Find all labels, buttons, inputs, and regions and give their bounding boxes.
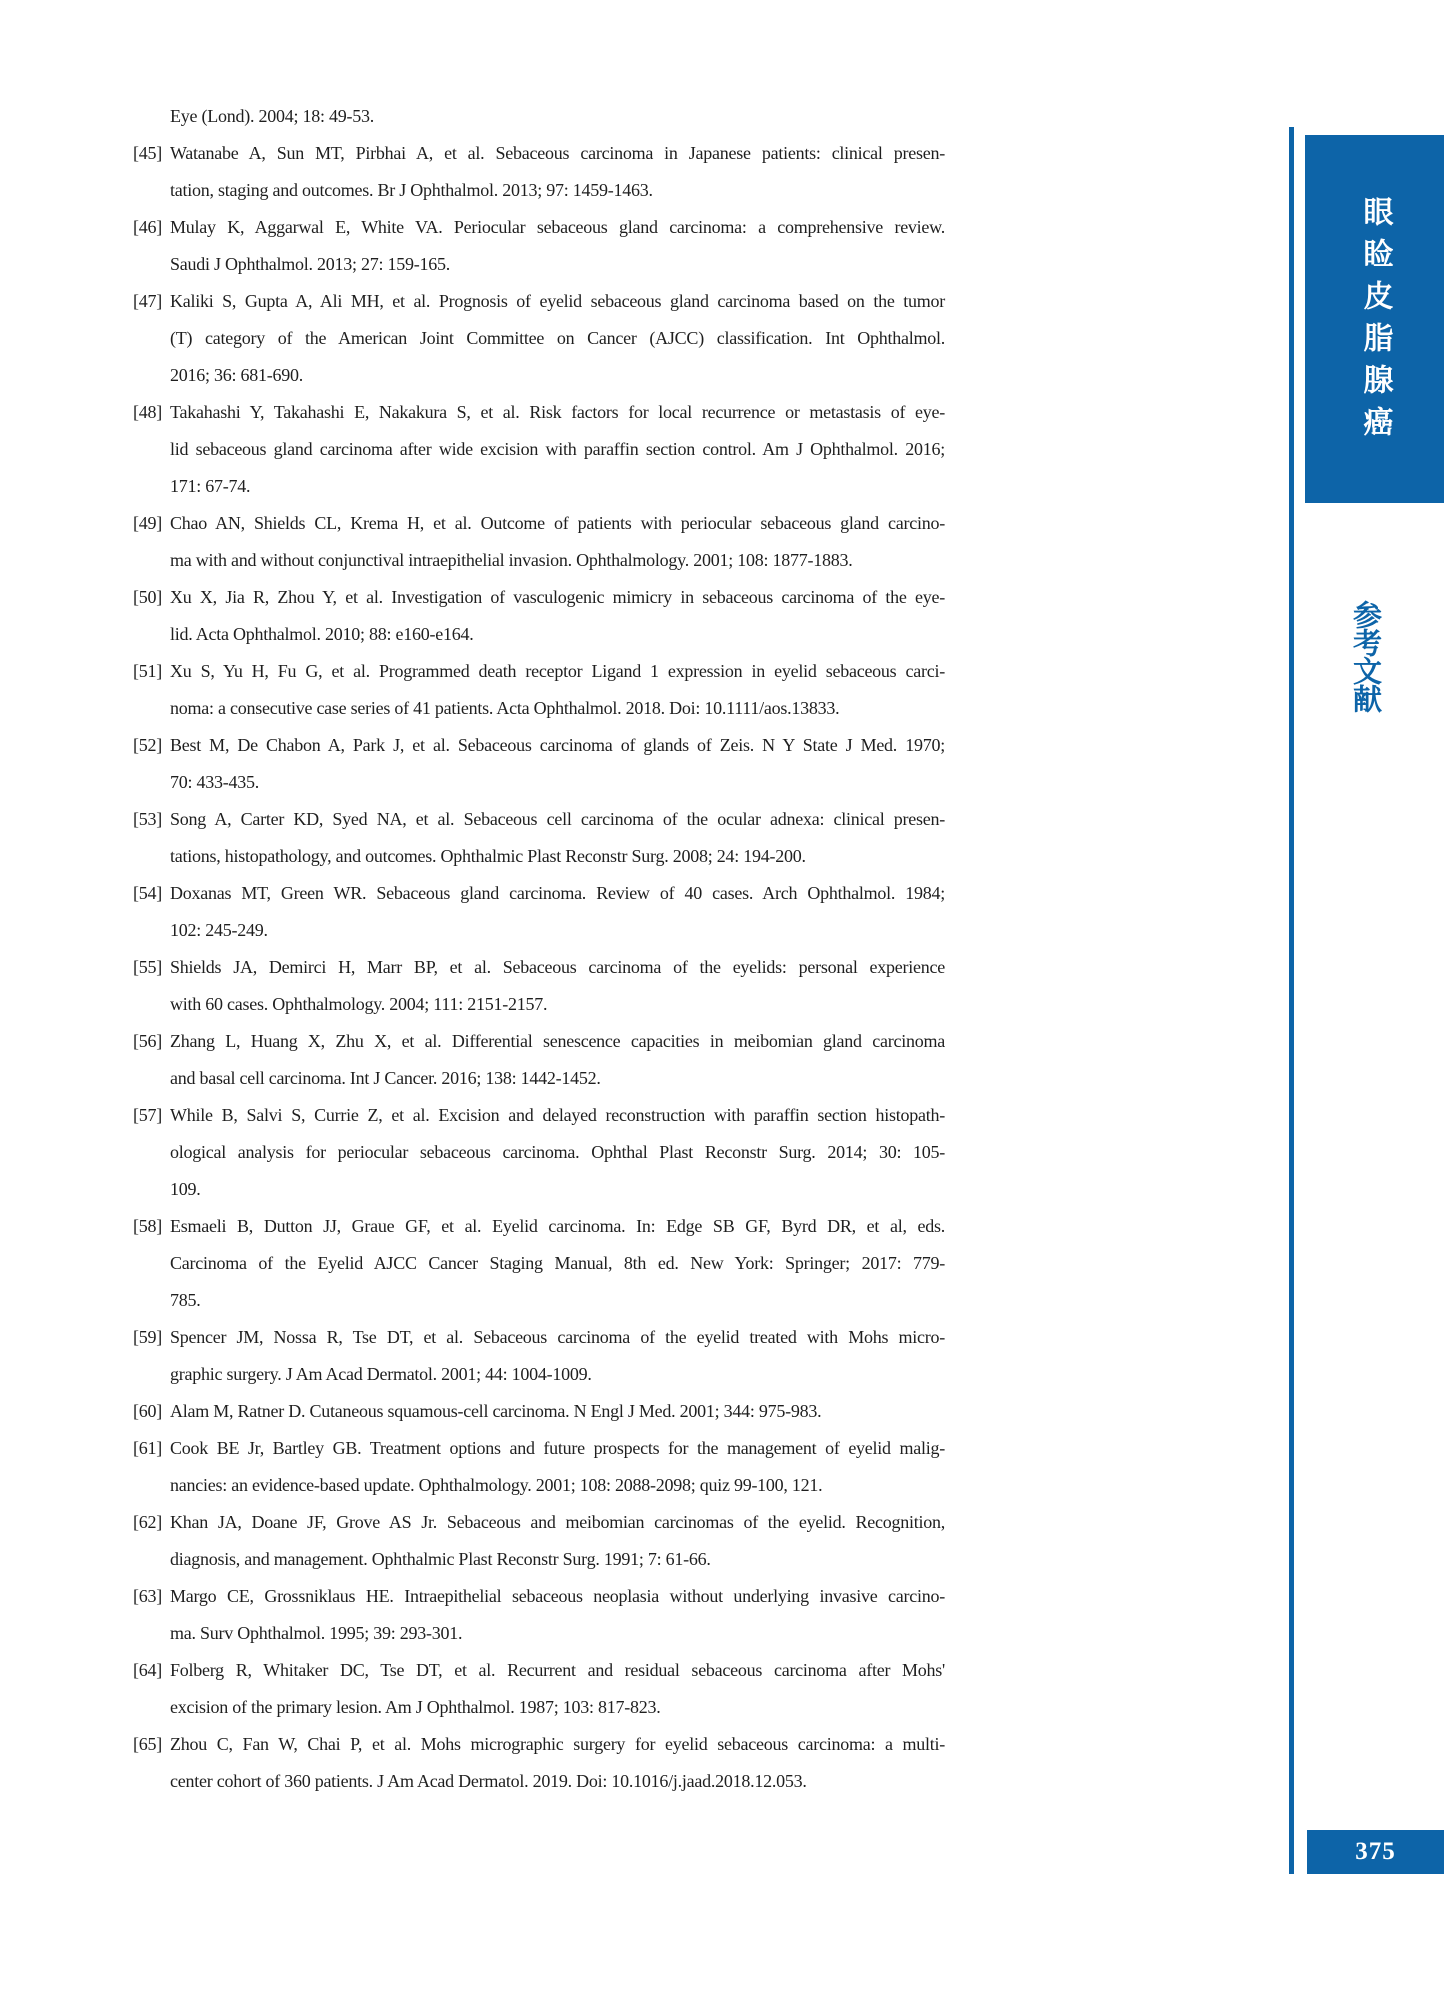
reference-number: [56]	[133, 1031, 162, 1051]
reference-line: Alam M, Ratner D. Cutaneous squamous-cell carcinoma. N Engl J Med. 2001; 344: 975-983.	[170, 1401, 822, 1421]
references-column	[133, 98, 945, 1800]
reference-list	[133, 135, 945, 1800]
reference-number: [51]	[133, 661, 162, 681]
reference-item	[133, 1726, 945, 1800]
reference-line: noma: a consecutive case series of 41 patients. Acta Ophthalmol. 2018. Doi: 10.1111/aos.13833.	[170, 698, 840, 718]
reference-item	[133, 283, 945, 394]
reference-line: Best M, De Chabon A, Park J, et al. Sebaceous carcinoma of glands of Zeis. N Y State J Med. 1970;	[170, 735, 945, 755]
reference-line: Shields JA, Demirci H, Marr BP, et al. Sebaceous carcinoma of the eyelids: personal experience	[170, 957, 945, 977]
reference-continuation-line: Eye (Lond). 2004; 18: 49-53.	[170, 106, 374, 126]
reference-item	[133, 653, 945, 727]
reference-item	[133, 1504, 945, 1578]
reference-item	[133, 801, 945, 875]
reference-item	[133, 135, 945, 209]
reference-number: [65]	[133, 1734, 162, 1754]
reference-line: ma with and without conjunctival intraepithelial invasion. Ophthalmology. 2001; 108: 1877-1883.	[170, 550, 853, 570]
reference-line: Mulay K, Aggarwal E, White VA. Periocular sebaceous gland carcinoma: a comprehensive review.	[170, 217, 945, 237]
reference-item	[133, 1097, 945, 1208]
reference-line: Zhou C, Fan W, Chai P, et al. Mohs micrographic surgery for eyelid sebaceous carcinoma: a multi-	[170, 1734, 945, 1754]
reference-item	[133, 1393, 945, 1430]
reference-line: nancies: an evidence-based update. Ophthalmology. 2001; 108: 2088-2098; quiz 99-100, 121.	[170, 1475, 823, 1495]
reference-line: tations, histopathology, and outcomes. Ophthalmic Plast Reconstr Surg. 2008; 24: 194-200.	[170, 846, 806, 866]
reference-number: [46]	[133, 217, 162, 237]
reference-number: [47]	[133, 291, 162, 311]
reference-number: [62]	[133, 1512, 162, 1532]
reference-line: Khan JA, Doane JF, Grove AS Jr. Sebaceous and meibomian carcinomas of the eyelid. Recognition,	[170, 1512, 945, 1532]
reference-line: 171: 67-74.	[170, 476, 251, 496]
reference-number: [45]	[133, 143, 162, 163]
reference-number: [50]	[133, 587, 162, 607]
reference-item	[133, 394, 945, 505]
reference-line: Carcinoma of the Eyelid AJCC Cancer Staging Manual, 8th ed. New York: Springer; 2017: 779-	[170, 1253, 945, 1273]
reference-line: Margo CE, Grossniklaus HE. Intraepithelial sebaceous neoplasia without underlying invasive carcino-	[170, 1586, 945, 1606]
reference-line: 109.	[170, 1179, 201, 1199]
reference-item	[133, 1578, 945, 1652]
reference-line: Cook BE Jr, Bartley GB. Treatment options and future prospects for the management of eyelid malig-	[170, 1438, 945, 1458]
reference-line: Watanabe A, Sun MT, Pirbhai A, et al. Sebaceous carcinoma in Japanese patients: clinical presen-	[170, 143, 945, 163]
reference-line: ological analysis for periocular sebaceous carcinoma. Ophthal Plast Reconstr Surg. 2014; 30: 105-	[170, 1142, 945, 1162]
reference-line: Xu S, Yu H, Fu G, et al. Programmed death receptor Ligand 1 expression in eyelid sebaceous carci-	[170, 661, 945, 681]
reference-line: (T) category of the American Joint Committee on Cancer (AJCC) classification. Int Ophthalmol.	[170, 328, 945, 348]
reference-line: Esmaeli B, Dutton JJ, Graue GF, et al. Eyelid carcinoma. In: Edge SB GF, Byrd DR, et al, eds.	[170, 1216, 945, 1236]
reference-line: Folberg R, Whitaker DC, Tse DT, et al. Recurrent and residual sebaceous carcinoma after Mohs'	[170, 1660, 945, 1680]
reference-line: center cohort of 360 patients. J Am Acad Dermatol. 2019. Doi: 10.1016/j.jaad.2018.12.053.	[170, 1771, 807, 1791]
reference-line: diagnosis, and management. Ophthalmic Plast Reconstr Surg. 1991; 7: 61-66.	[170, 1549, 711, 1569]
reference-item	[133, 1208, 945, 1319]
reference-line: Song A, Carter KD, Syed NA, et al. Sebaceous cell carcinoma of the ocular adnexa: clinical presen-	[170, 809, 945, 829]
reference-number: [52]	[133, 735, 162, 755]
reference-number: [49]	[133, 513, 162, 533]
reference-line: Chao AN, Shields CL, Krema H, et al. Outcome of patients with periocular sebaceous gland carcino-	[170, 513, 945, 533]
reference-number: [57]	[133, 1105, 162, 1125]
chapter-tab-title: 眼睑皮脂腺癌	[1358, 196, 1392, 448]
reference-item	[133, 1430, 945, 1504]
reference-item	[133, 949, 945, 1023]
reference-number: [64]	[133, 1660, 162, 1680]
reference-number: [61]	[133, 1438, 162, 1458]
reference-item	[133, 727, 945, 801]
section-vertical-label: 参考文献	[1349, 600, 1381, 712]
reference-line: 70: 433-435.	[170, 772, 259, 792]
reference-item	[133, 505, 945, 579]
reference-line: excision of the primary lesion. Am J Ophthalmol. 1987; 103: 817-823.	[170, 1697, 661, 1717]
reference-number: [54]	[133, 883, 162, 903]
reference-line: 102: 245-249.	[170, 920, 268, 940]
reference-line: 785.	[170, 1290, 201, 1310]
reference-line: lid. Acta Ophthalmol. 2010; 88: e160-e164.	[170, 624, 474, 644]
reference-number: [58]	[133, 1216, 162, 1236]
reference-number: [60]	[133, 1401, 162, 1421]
reference-line: lid sebaceous gland carcinoma after wide excision with paraffin section control. Am J Ophthalmol. 2016;	[170, 439, 945, 459]
sidebar-rule	[1289, 127, 1294, 1874]
page-number-badge: 375	[1307, 1830, 1444, 1874]
reference-line: Saudi J Ophthalmol. 2013; 27: 159-165.	[170, 254, 450, 274]
reference-number: [55]	[133, 957, 162, 977]
reference-line: Kaliki S, Gupta A, Ali MH, et al. Prognosis of eyelid sebaceous gland carcinoma based on the tumor	[170, 291, 945, 311]
reference-item	[133, 579, 945, 653]
reference-line: Zhang L, Huang X, Zhu X, et al. Differential senescence capacities in meibomian gland carcinoma	[170, 1031, 945, 1051]
reference-item	[133, 875, 945, 949]
reference-line: While B, Salvi S, Currie Z, et al. Excision and delayed reconstruction with paraffin section histopath-	[170, 1105, 945, 1125]
reference-item	[133, 1319, 945, 1393]
reference-line: graphic surgery. J Am Acad Dermatol. 2001; 44: 1004-1009.	[170, 1364, 592, 1384]
reference-line: with 60 cases. Ophthalmology. 2004; 111: 2151-2157.	[170, 994, 548, 1014]
reference-number: [59]	[133, 1327, 162, 1347]
reference-number: [63]	[133, 1586, 162, 1606]
reference-line: Xu X, Jia R, Zhou Y, et al. Investigation of vasculogenic mimicry in sebaceous carcinoma of the eye-	[170, 587, 945, 607]
reference-line: tation, staging and outcomes. Br J Ophthalmol. 2013; 97: 1459-1463.	[170, 180, 653, 200]
reference-item	[133, 209, 945, 283]
reference-line: ma. Surv Ophthalmol. 1995; 39: 293-301.	[170, 1623, 463, 1643]
reference-line: Doxanas MT, Green WR. Sebaceous gland carcinoma. Review of 40 cases. Arch Ophthalmol. 1984;	[170, 883, 945, 903]
reference-line: and basal cell carcinoma. Int J Cancer. 2016; 138: 1442-1452.	[170, 1068, 601, 1088]
reference-line: 2016; 36: 681-690.	[170, 365, 303, 385]
reference-number: [48]	[133, 402, 162, 422]
chapter-tab	[1305, 135, 1444, 503]
reference-number: [53]	[133, 809, 162, 829]
reference-line: Takahashi Y, Takahashi E, Nakakura S, et al. Risk factors for local recurrence or metastasis of eye-	[170, 402, 945, 422]
reference-item	[133, 1023, 945, 1097]
reference-item	[133, 1652, 945, 1726]
reference-line: Spencer JM, Nossa R, Tse DT, et al. Sebaceous carcinoma of the eyelid treated with Mohs micro-	[170, 1327, 945, 1347]
